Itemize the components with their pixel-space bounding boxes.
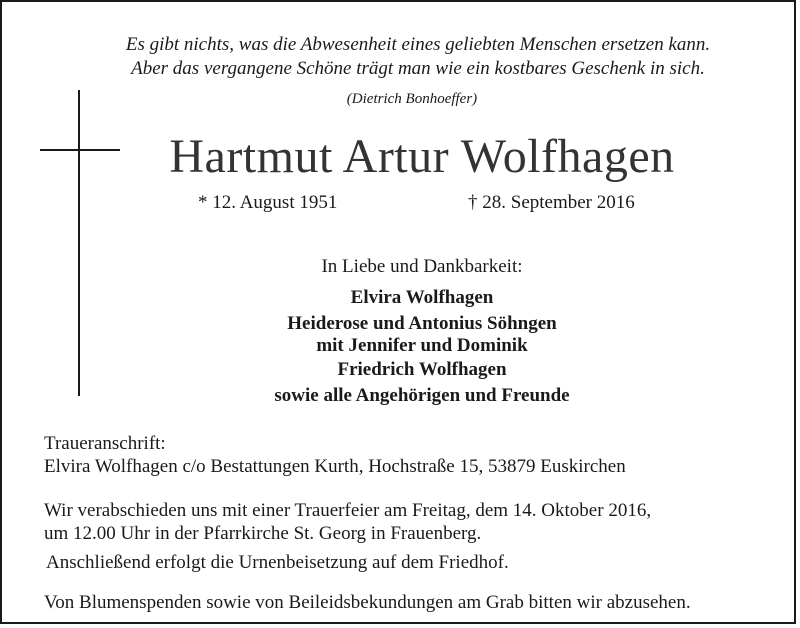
birth-date: * 12. August 1951	[198, 192, 338, 213]
service-line-1: Wir verabschieden uns mit einer Trauerfeier am Freitag, dem 14. Oktober 2016,	[44, 500, 652, 521]
service-info	[44, 499, 774, 545]
mourner-line: Heiderose und Antonius Söhngen	[287, 313, 557, 334]
mourner-line: mit Jennifer und Dominik	[316, 335, 528, 356]
mourning-address	[44, 432, 774, 478]
cross-icon	[78, 90, 80, 396]
mourner-line: Elvira Wolfhagen	[350, 287, 494, 308]
mourners-list	[182, 285, 662, 409]
address-value: Elvira Wolfhagen c/o Bestattungen Kurth, Hochstraße 15, 53879 Euskirchen	[44, 456, 626, 477]
address-label: Traueranschrift:	[44, 433, 166, 454]
death-date: † 28. September 2016	[468, 192, 635, 213]
quote	[62, 33, 774, 81]
mourner-line: Friedrich Wolfhagen	[337, 359, 507, 380]
deceased-name: Hartmut Artur Wolfhagen	[169, 130, 675, 183]
burial-info: Anschließend erfolgt die Urnenbeisetzung auf dem Friedhof.	[46, 552, 509, 573]
mourner-line: sowie alle Angehörigen und Freunde	[274, 385, 570, 406]
quote-line-2: Aber das vergangene Schöne trägt man wie ein kostbares Geschenk in sich.	[131, 58, 705, 79]
service-line-2: um 12.00 Uhr in der Pfarrkirche St. Georg in Frauenberg.	[44, 523, 482, 544]
dedication: In Liebe und Dankbarkeit:	[321, 256, 523, 277]
quote-author: (Dietrich Bonhoeffer)	[346, 91, 478, 107]
flowers-note: Von Blumenspenden sowie von Beileidsbekundungen am Grab bitten wir abzusehen.	[44, 592, 691, 613]
quote-line-1: Es gibt nichts, was die Abwesenheit eines geliebten Menschen ersetzen kann.	[125, 34, 711, 55]
